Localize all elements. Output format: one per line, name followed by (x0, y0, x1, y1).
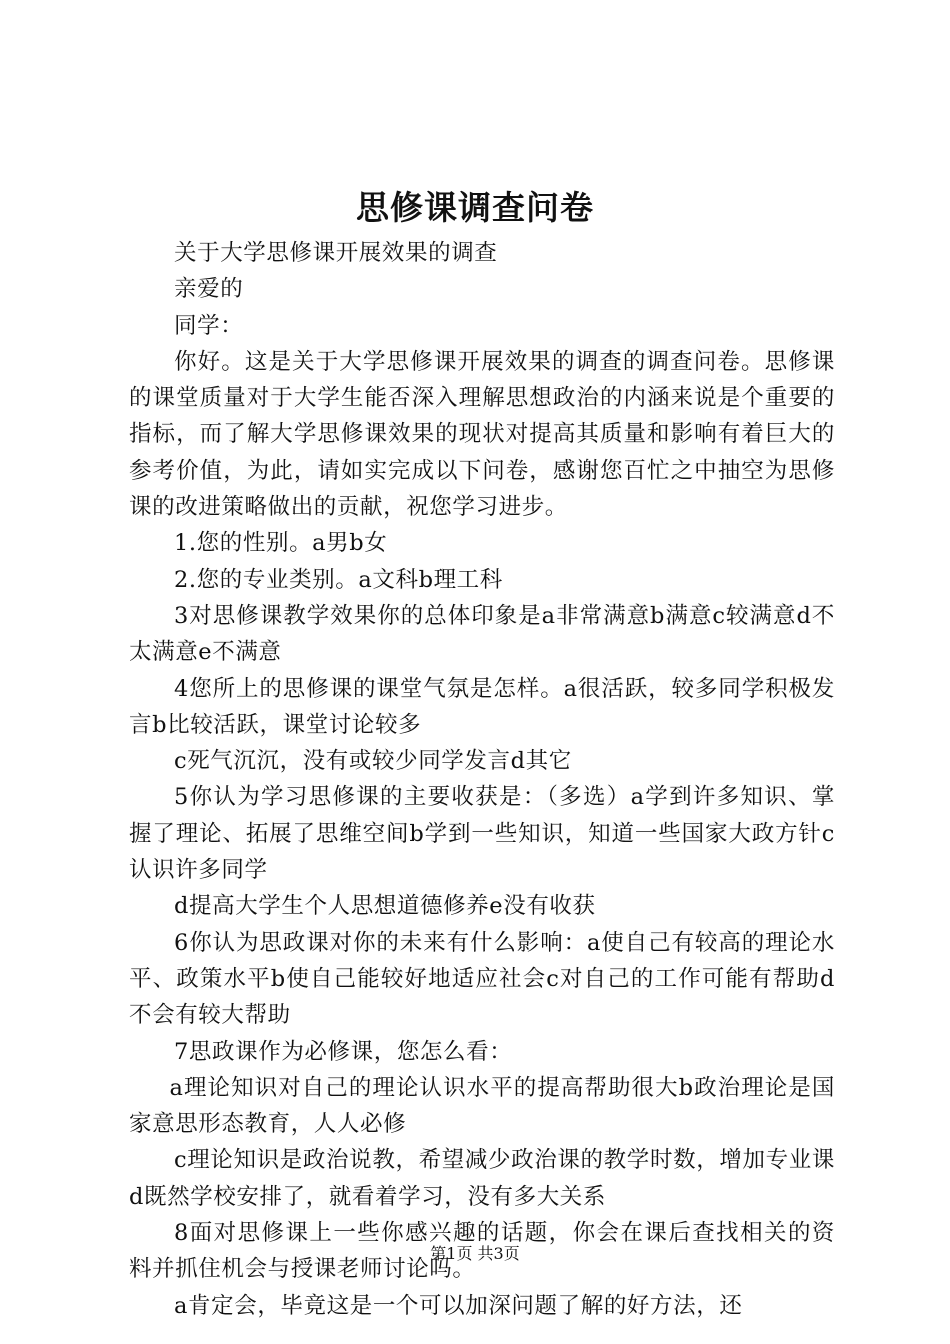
paragraph-subtitle: 关于大学思修课开展效果的调查 (174, 240, 498, 266)
paragraph-salutation: 亲爱的 (174, 276, 244, 303)
document-title: 思修课调查问卷 (356, 188, 594, 227)
document-body (129, 235, 835, 1324)
question-2: 2.您的专业类别。a文科b理工科 (174, 566, 503, 593)
question-6: 6你认为思政课对你的未来有什么影响：a使自己有较高的理论水平、政策水平b使自己能较好地适应社会c对自己的工作可能有帮助d不会有较大帮助 (129, 929, 835, 1029)
question-4: 4您所上的思修课的课堂气氛是怎样。a很活跃，较多同学积极发言b比较活跃，课堂讨论较多 (129, 675, 835, 738)
question-5: 5你认为学习思修课的主要收获是：（多选）a学到许多知识、掌握了理论、拓展了思维空间b学到一些知识，知道一些国家大政方针c认识许多同学 (129, 784, 835, 884)
question-7-options-ab: a理论知识对自己的理论认识水平的提高帮助很大b政治理论是国家意思形态教育，人人必修 (129, 1074, 835, 1138)
paragraph-intro: 你好。这是关于大学思修课开展效果的调查的调查问卷。思修课的课堂质量对于大学生能否深入理解思想政治的内涵来说是个重要的指标，而了解大学思修课效果的现状对提高其质量和影响有着巨大的参考价值，为此，请如实完成以下问卷，感谢您百忙之中抽空为思修课的改进策略做出的贡献，祝您学习进步。 (129, 348, 835, 521)
paragraph-salutation-2: 同学： (174, 312, 244, 339)
question-7-options-cd: c理论知识是政治说教，希望减少政治课的教学时数，增加专业课d既然学校安排了，就看着学习，没有多大关系 (129, 1147, 835, 1210)
question-8: 8面对思修课上一些你感兴趣的话题，你会在课后查找相关的资料并抓住机会与授课老师讨论吗。 (129, 1220, 835, 1283)
page-footer: 第1页 共3页 (430, 1244, 520, 1263)
question-5-options: d提高大学生个人思想道德修养e没有收获 (174, 893, 596, 920)
question-1: 1.您的性别。a男b女 (174, 530, 388, 557)
question-4-options: c死气沉沉，没有或较少同学发言d其它 (174, 748, 572, 775)
question-7: 7思政课作为必修课，您怎么看： (174, 1038, 513, 1065)
question-3: 3对思修课教学效果你的总体印象是a非常满意b满意c较满意d不太满意e不满意 (129, 602, 835, 666)
question-8-option-a: a肯定会，毕竟这是一个可以加深问题了解的好方法，还 (174, 1292, 743, 1319)
